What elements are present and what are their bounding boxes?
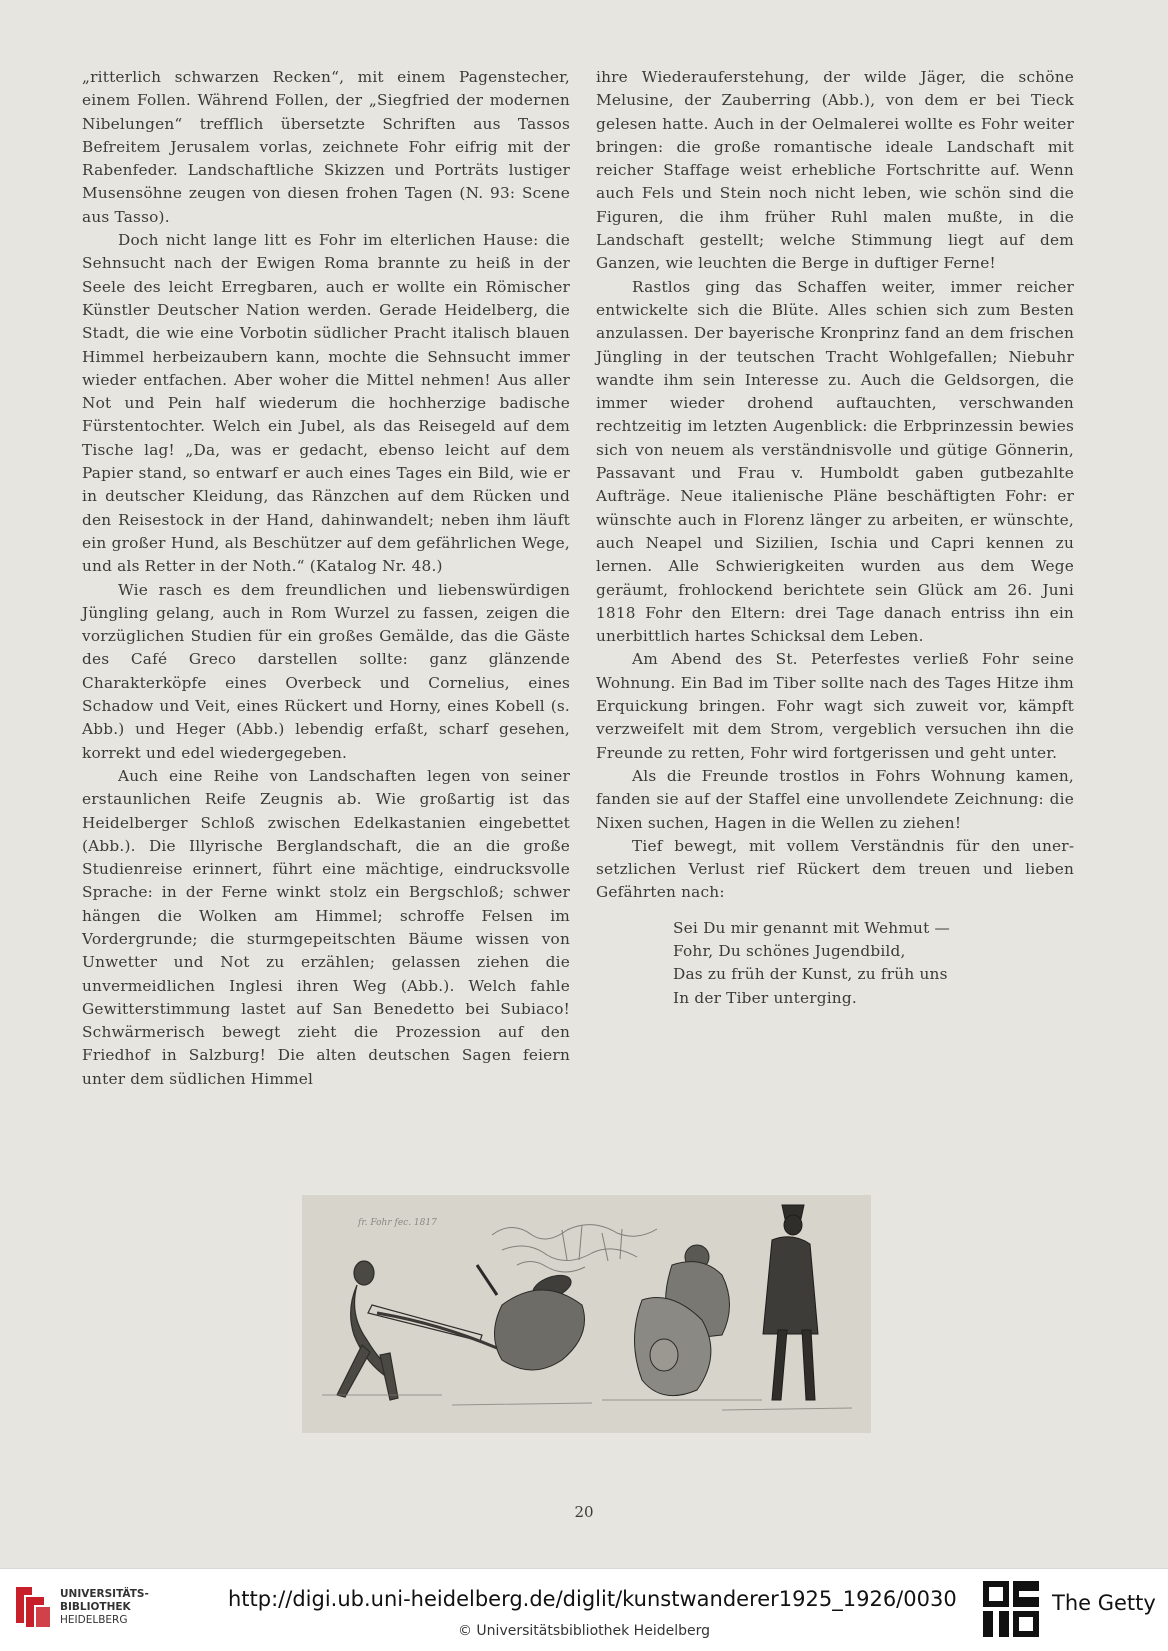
- poem-line: Das zu früh der Kunst, zu früh uns: [673, 965, 948, 984]
- paragraph: ihre Wiederauferstehung, der wilde Jäger, die schöne Melusine, der Zauberring (Abb.), von dem er bei Tieck gelesen hatte. Auch in der Oelmalerei wollte es Fohr weiter bringen: die große romantische ideale Landschaft mit reicher Staffage weist erhebliche Fortschritte auf. Wenn auch Fels und Stein noch nicht leben, wie schön sind die Figuren, die ihm früher Ruhl malen mußte, in die Landschaft gestellt; welche Stimmung liegt auf dem Ganzen, wie leuchten die Berge in duftiger Ferne!: [596, 68, 1074, 273]
- library-name-line: BIBLIOTHEK: [60, 1601, 131, 1613]
- paragraph: Auch eine Reihe von Landschaften legen von seiner erstaunlichen Reife Zeugnis ab. Wie großartig ist das Heidelberger Schloß zwischen Edelkastanien eingebettet (Abb.). Die Illyrische Berglandschaft, die an die große Studienreise erinnert, führt eine mächtige, eindrucksvolle Sprache: in der Ferne winkt stolz ein Bergschloß; schwer hängen die Wolken am Himmel; schroffe Felsen im Vordergrunde; die sturmgepeitschten Bäume wissen von Unwetter und Not zu erzählen; gelassen ziehen die unvermeidlichen Inglesi ihren Weg (Abb.). Welch fahle Gewitterstimmung lastet auf San Benedetto bei Subiaco! Schwärmerisch bewegt zieht die Prozession auf den Friedhof in Salzburg! Die alten deutschen Sagen feiern unter dem südlichen Himmel: [82, 766, 570, 1088]
- right-text-column: [596, 66, 1074, 1010]
- left-text-column: [82, 66, 570, 1091]
- poem-line: Sei Du mir genannt mit Wehmut —: [673, 918, 951, 937]
- poem-line: In der Tiber unterging.: [673, 988, 857, 1007]
- page-number: 20: [574, 1503, 594, 1521]
- copyright-notice: © Universitätsbibliothek Heidelberg: [457, 1623, 710, 1639]
- paragraph: Tief bewegt, mit vollem Verständnis für den unersetzlichen Verlust rief Rückert dem treuen und lieben Gefährten nach:: [596, 836, 1074, 902]
- paragraph: „ritterlich schwarzen Recken“, mit einem Pagenstecher, einem Follen. Während Follen, der „Siegfried der modernen Nibelungen“ trefflich übersetzte Schriften aus Tassos Befreitem Jerusalem vorlas, zeichnete Fohr eifrig mit der Rabenfeder. Landschaftliche Skizzen und Porträts lustiger Musensöhne zeugen von diesen frohen Tagen (N. 93: Scene aus Tasso).: [82, 68, 570, 226]
- getty-label: The Getty: [1052, 1591, 1156, 1615]
- poem-line: Fohr, Du schönes Jugendbild,: [673, 941, 906, 960]
- library-name-line: UNIVERSITÄTS-: [60, 1588, 149, 1600]
- illustration-drawing: [302, 1195, 871, 1433]
- library-name: [60, 1588, 149, 1627]
- paragraph: Wie rasch es dem freundlichen und liebenswürdigen Jüngling gelang, auch in Rom Wurzel zu fassen, zeigen die vorzüglichen Studien für ein großes Gemälde, das die Gäste des Café Greco darstellen sollte: ganz glänzende Charakterköpfe eines Overbeck und Cornelius, eines Schadow und Veit, eines Rückert und Horny, eines Kobell (s. Abb.) und Heger (Abb.) lebendig erfaßt, scharf gesehen, korrekt und edel wiedergegeben.: [82, 580, 570, 762]
- getty-logo-icon: [983, 1581, 1043, 1643]
- paragraph: Rastlos ging das Schaffen weiter, immer reicher entwickelte sich die Blüte. Alles schien sich zum Besten anzulassen. Der bayerische Kronprinz fand an dem frischen Jüngling in der teutschen Tracht Wohlgefallen; Niebuhr wandte ihm sein Interesse zu. Auch die Geldsorgen, die immer wieder drohend auftauchten, verschwanden rechtzeitig im letzten Augenblick: die Erbprinzessin bewies sich von neuem als verständnisvolle und gütige Gönnerin, Passavant und Frau v. Humboldt gaben gutbezahlte Aufträge. Neue italienische Pläne beschäftigten Fohr: er wünschte auch in Florenz länger zu arbeiten, er wünschte, auch Neapel und Sizilien, Ischia und Capri kennen zu lernen. Alle Schwierigkeiten wurden aus dem Wege geräumt, frohlockend berichtete sein Glück am 26. Juni 1818 Fohr den Eltern: drei Tage danach entriss ihn ein unerbittlich hartes Schicksal dem Leben.: [596, 277, 1074, 646]
- paragraph: Am Abend des St. Peterfestes verließ Fohr seine Wohnung. Ein Bad im Tiber sollte nach des Tages Hitze ihm Erquickung bringen. Fohr wagt sich zuweit vor, kämpft verzweifelt mit dem Strom, vergeblich versuchen ihn die Freunde zu retten, Fohr wird fortgerissen und geht unter.: [596, 650, 1074, 762]
- poem: [673, 917, 1074, 1010]
- library-name-line: HEIDELBERG: [60, 1614, 128, 1626]
- footer-bar: [0, 1568, 1168, 1651]
- paragraph: Als die Freunde trostlos in Fohrs Wohnung kamen, fanden sie auf der Staffel eine unvollendete Zeichnung: die Nixen suchen, Hagen in die Wellen zu ziehen!: [596, 766, 1074, 832]
- paragraph: Doch nicht lange litt es Fohr im elterlichen Hause: die Sehnsucht nach der Ewigen Roma brannte zu heiß in der Seele des leicht Erregbaren, auch er wollte ein Römischer Künstler Deutscher Nation werden. Gerade Heidelberg, die Stadt, die wie eine Vorbotin südlicher Pracht italisch blauen Himmel herbeizaubern kann, mochte die Sehnsucht immer wieder entfachen. Aber woher die Mittel nehmen! Aus aller Not und Pein half wiederum die hochherzige badische Fürstentochter. Welch ein Jubel, als das Reisegeld auf dem Tische lag! „Da, was er gedacht, ebenso leicht auf dem Papier stand, so entwarf er auch eines Tages ein Bild, wie er in deutscher Kleidung, das Ränzchen auf dem Rücken und den Reisestock in der Hand, dahinwandelt; neben ihm läuft ein großer Hund, als Beschützer auf dem gefährlichen Wege, und als Retter in der Noth.“ (Katalog Nr. 48.): [82, 231, 570, 576]
- sketch-figures-image: [302, 1195, 871, 1433]
- permalink-url[interactable]: http://digi.ub.uni-heidelberg.de/diglit/kunstwanderer1925_1926/0030: [228, 1587, 957, 1611]
- illustration-inscription: fr. Fohr fec. 1817: [358, 1218, 437, 1228]
